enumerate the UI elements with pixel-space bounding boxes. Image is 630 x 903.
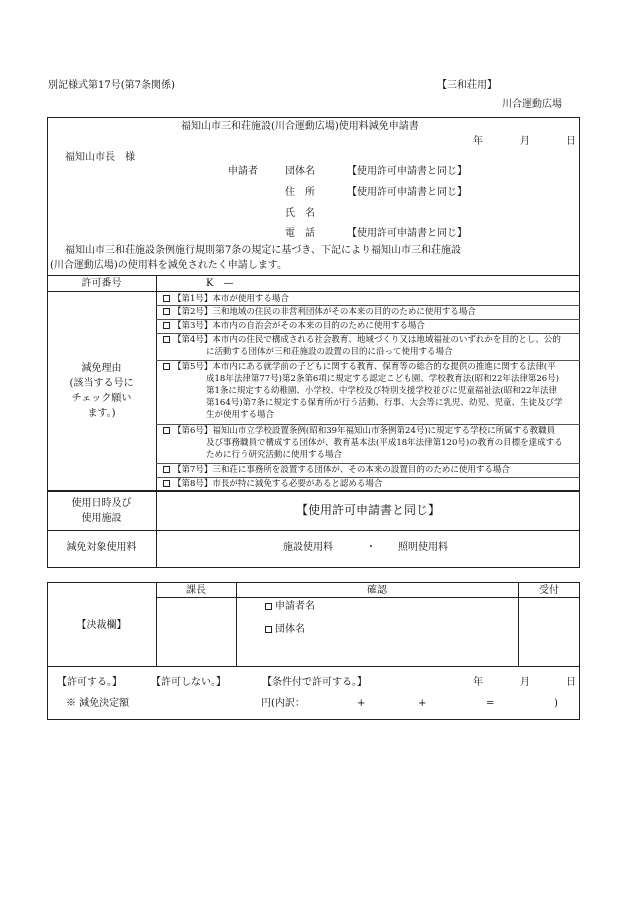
usage-label [47, 496, 156, 526]
amount-unit: 円(内訳： [261, 698, 305, 709]
field-label-group-name: 団体名 [285, 166, 315, 177]
applicant-label: 申請者 [228, 166, 258, 177]
reason-item-4[interactable] [163, 334, 563, 358]
reason-item-2[interactable] [163, 306, 563, 318]
reason-item-5[interactable] [163, 361, 563, 421]
facility-name: 川合運動広場 [502, 99, 562, 110]
date-year: 年 [473, 136, 483, 147]
reason-label-line: (該当する号に [69, 378, 134, 389]
facility-fee-option[interactable]: 施設使用料 [283, 542, 333, 553]
usage-column-divider [156, 490, 157, 568]
conditional-option[interactable]: 【条件付で許可する。】 [262, 677, 367, 688]
reason-text: 【第3号】本市内の自治会がその本来の目的のために使用する場合 [173, 321, 425, 331]
usage-label-line: 使用施設 [81, 513, 122, 524]
usage-value: 【使用許可申請書と同じ】 [295, 503, 440, 517]
addressee: 福知山市長 様 [65, 152, 135, 163]
checkbox[interactable] [163, 480, 170, 487]
reason-label-line: チェック願い [71, 393, 132, 404]
close-paren: ) [554, 698, 558, 709]
reason-text: 【第1号】本市が使用する場合 [173, 294, 289, 304]
reject-option[interactable]: 【許可しない。】 [151, 677, 226, 688]
checkbox[interactable] [163, 336, 170, 343]
field-value-phone[interactable]: 【使用許可申請書と同じ】 [347, 228, 467, 239]
reason-text: 【第5号】本市内にある就学前の子どもに関する教育、保育等の総合的な提供の推進に関する法律(平成18年法律第77号)第2条第6項に規定する認定こども園、学校教育法(昭和22年法律第26号)第1条に規定する幼稚園、小学校、中学校及び特別支援学校並びに児童福祉法(昭和22年法律第164号)第7条に規定する保育所が行う活動、行事、大会等に乳児、幼児、児童、生徒及び学生が使用する場合 [173, 362, 563, 420]
reason-item-8[interactable] [163, 478, 563, 490]
form-title: 福知山市三和荘施設(川合運動広場)使用料減免申請書 [181, 121, 419, 132]
form-number: 別記様式第17号(第7条関係) [48, 80, 175, 91]
reason-text: 【第6号】福知山市立学校設置条例(昭和39年福知山市条例第24号)に規定する学校に所属する教職員及び事務職員で構成する団体が、教育基本法(平成18年法律第120号)の教育の目標を達成するために行う研究活動に使用する場合 [173, 426, 563, 460]
plus-sign-1: + [357, 698, 366, 709]
category-tag: 【三和荘用】 [437, 80, 497, 91]
reason-item-6[interactable] [163, 425, 563, 461]
permit-row-rule [47, 291, 580, 292]
reception-column-header: 受付 [539, 585, 559, 596]
exemption-amount-label: ※ 減免決定額 [66, 698, 130, 709]
decision-bottom-rule [47, 666, 580, 667]
checkbox[interactable] [163, 427, 170, 434]
table-column-divider [156, 275, 157, 492]
table-top-rule [47, 275, 580, 276]
decision-header-rule [156, 597, 580, 598]
reason-text: 【第2号】三和地域の住民の非営利団体がその本来の目的のために使用する場合 [173, 307, 476, 317]
fee-separator: ・ [366, 542, 376, 553]
checkbox[interactable] [163, 363, 170, 370]
chief-column-header: 課長 [186, 585, 206, 596]
checkbox[interactable] [163, 466, 170, 473]
check-group-name[interactable] [265, 624, 305, 636]
check-label: 団体名 [275, 624, 305, 635]
permit-number-label: 許可番号 [81, 278, 122, 289]
reason-text: 【第8号】市長が特に減免する必要があると認める場合 [173, 479, 383, 489]
reason-item-3[interactable] [163, 320, 563, 332]
checkbox[interactable] [265, 626, 272, 633]
usage-label-line: 使用日時及び [71, 498, 132, 509]
checkbox[interactable] [163, 295, 170, 302]
reason-text: 【第7号】三和荘に事務所を設置する団体が、その本来の設置目的のために使用する場合 [173, 465, 510, 475]
checkbox[interactable] [265, 603, 272, 610]
reason-item-7[interactable] [163, 464, 563, 476]
field-label-name: 氏 名 [285, 208, 315, 219]
statement-line-2: (川合運動広場)の使用料を減免されたく申請します。 [50, 260, 288, 271]
field-label-phone: 電 話 [285, 228, 315, 239]
approve-option[interactable]: 【許可する。】 [57, 677, 122, 688]
reason-item-1[interactable] [163, 293, 563, 305]
date-month: 月 [520, 136, 530, 147]
check-label: 申請者名 [275, 601, 315, 612]
date-day: 日 [566, 136, 576, 147]
usage-row-rule [47, 530, 580, 531]
decision-date-year: 年 [473, 677, 483, 688]
equals-sign: = [486, 698, 495, 709]
reason-label [47, 361, 156, 421]
confirm-column-header: 確認 [367, 585, 387, 596]
permit-number-value[interactable]: K — [206, 278, 234, 289]
field-label-address: 住 所 [285, 187, 315, 198]
field-value-address[interactable]: 【使用許可申請書と同じ】 [347, 187, 467, 198]
decision-date-month: 月 [520, 677, 530, 688]
reason-label-line: 減免理由 [81, 363, 122, 374]
checkbox[interactable] [163, 322, 170, 329]
decision-label: 【決裁欄】 [76, 620, 127, 631]
target-fee-label: 減免対象使用料 [66, 542, 137, 553]
plus-sign-2: + [418, 698, 427, 709]
statement-line-1: 福知山市三和荘施設条例施行規則第7条の規定に基づき、下記により福知山市三和荘施設 [65, 245, 461, 256]
reason-label-line: ます。) [87, 408, 116, 419]
reason-text: 【第4号】本市内の住民で構成される社会教育、地域づくり又は地域福祉のいずれかを目的とし、公的に活動する団体が三和荘施設の設置の目的に沿って使用する場合 [173, 335, 561, 357]
lighting-fee-option[interactable]: 照明使用料 [398, 542, 448, 553]
field-value-group-name[interactable]: 【使用許可申請書と同じ】 [347, 166, 467, 177]
check-applicant-name[interactable] [265, 601, 315, 613]
decision-date-day: 日 [566, 677, 576, 688]
checkbox[interactable] [163, 308, 170, 315]
